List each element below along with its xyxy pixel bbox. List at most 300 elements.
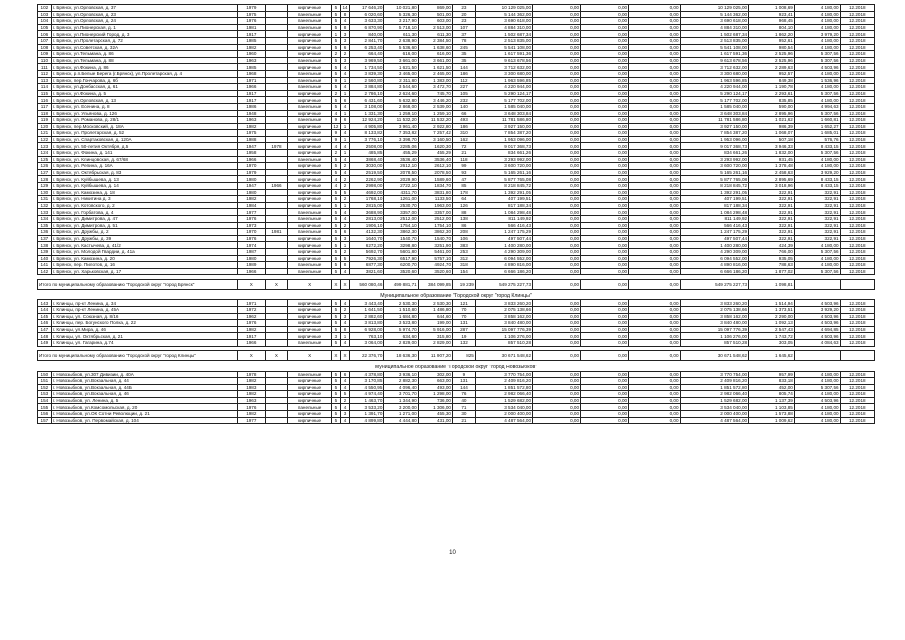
- table-cell: 1 306,00: [418, 404, 452, 411]
- table-cell: 493: [453, 117, 476, 124]
- table-cell: 2 922,80: [418, 123, 452, 130]
- table-cell: 5: [331, 5, 340, 12]
- table-cell: 1 877,02: [749, 268, 795, 275]
- table-cell: 6 020,60: [350, 11, 384, 18]
- table-cell: 2: [340, 248, 349, 255]
- table-cell: 12.2018: [840, 70, 874, 77]
- table-cell: 137: [38, 235, 52, 242]
- table-cell: [265, 320, 288, 327]
- table-cell: 2 530,30: [418, 300, 452, 307]
- table-cell: 0,00: [629, 417, 680, 424]
- table-cell: 0,00: [533, 123, 581, 130]
- table-cell: 1 684,80: [384, 313, 418, 320]
- table-cell: [265, 371, 288, 378]
- table-cell: 186: [453, 123, 476, 130]
- table-cell: 3 534 040,00: [680, 404, 749, 411]
- table-cell: 1 617 591,36: [680, 51, 749, 58]
- table-cell: 811 149,92: [680, 216, 749, 223]
- table-cell: 5 144 362,00: [680, 11, 749, 18]
- table-row: [38, 156, 875, 163]
- section-heading-text: Муниципальное образование "Городской округ "город Клинцы": [380, 293, 532, 299]
- table-cell: 1 510,80: [384, 306, 418, 313]
- table-cell: 4: [340, 18, 349, 25]
- table-cell: 5757,10: [418, 255, 452, 262]
- table-cell: 2: [331, 51, 340, 58]
- table-cell: 1 259,10: [384, 110, 418, 117]
- table-cell: 122: [38, 136, 52, 143]
- section-heading-text: Муниципальное образование "Городской округ "город Новозыбков": [374, 364, 538, 370]
- table-cell: 1917: [238, 90, 265, 97]
- table-cell: 3 946,33: [749, 143, 795, 150]
- table-cell: панельные: [288, 70, 331, 77]
- table-cell: 1 383,00: [418, 77, 452, 84]
- table-cell: г. Брянск, ул. Пролетарская, д. 52: [51, 130, 237, 137]
- table-cell: 6 253,40: [350, 44, 384, 51]
- table-cell: 154: [453, 268, 476, 275]
- table-cell: 199,00: [418, 320, 452, 327]
- table-row: [38, 378, 875, 385]
- table-cell: 0,00: [581, 183, 629, 190]
- table-cell: 3030,00: [350, 163, 384, 170]
- table-cell: 3 170,85: [350, 378, 384, 385]
- table-cell: 2 829,00: [384, 339, 418, 346]
- table-cell: 123: [38, 143, 52, 150]
- table-cell: 1 084 298,48: [680, 209, 749, 216]
- table-cell: 6 431,60: [350, 97, 384, 104]
- table-cell: 0,00: [581, 339, 629, 346]
- table-cell: 6: [340, 97, 349, 104]
- table-cell: г. Брянск, ул.Фокина, д. 5: [51, 90, 237, 97]
- table-cell: 4 180,00: [794, 411, 840, 418]
- table-cell: кирпичные: [288, 333, 331, 340]
- table-cell: 3 633,30: [350, 18, 384, 25]
- table-cell: 0,00: [533, 24, 581, 31]
- table-cell: 0,00: [629, 150, 680, 157]
- table-cell: [265, 242, 288, 249]
- table-cell: 0,00: [581, 123, 629, 130]
- table-cell: 0,00: [581, 397, 629, 404]
- table-cell: 12.2018: [840, 169, 874, 176]
- table-cell: 162: [453, 136, 476, 143]
- table-cell: 9 613 678,56: [680, 57, 749, 64]
- table-cell: 0,00: [629, 202, 680, 209]
- table-cell: 144: [453, 384, 476, 391]
- table-cell: г. Брянск, ул. Камозина, д. 20: [51, 255, 237, 262]
- table-cell: 3 927 150,00: [680, 123, 749, 130]
- table-cell: 5: [331, 189, 340, 196]
- table-cell: 1: [340, 123, 349, 130]
- table-row: [38, 183, 875, 190]
- table-cell: 4 180,00: [794, 11, 840, 18]
- table-cell: 322,91: [794, 209, 840, 216]
- table-cell: 1976: [238, 404, 265, 411]
- total-cell: X: [265, 351, 288, 361]
- table-cell: г. Брянск, ул.Орловская, д. 37: [51, 5, 237, 12]
- table-cell: 71: [453, 404, 476, 411]
- table-cell: 590,00: [749, 103, 795, 110]
- table-cell: 2: [340, 397, 349, 404]
- table-cell: 0,00: [629, 130, 680, 137]
- table-cell: 6517,90: [384, 255, 418, 262]
- total-cell: X: [340, 279, 349, 289]
- table-cell: 3: [340, 31, 349, 38]
- table-cell: 5: [331, 255, 340, 262]
- table-cell: 322,91: [794, 189, 840, 196]
- table-cell: 3 839,30: [350, 70, 384, 77]
- table-cell: г. Брянск, ул. Есенина, д. 8: [51, 103, 237, 110]
- table-cell: 12.2018: [840, 196, 874, 203]
- table-cell: 1 514,94: [749, 300, 795, 307]
- table-cell: [265, 209, 288, 216]
- table-cell: 1982: [238, 123, 265, 130]
- table-cell: 1 400 280,00: [680, 242, 749, 249]
- table-cell: 5: [340, 255, 349, 262]
- table-cell: 3 712 632,00: [475, 64, 532, 71]
- table-row: [38, 136, 875, 143]
- table-cell: 1 963 596,85: [680, 77, 749, 84]
- table-cell: 4 994,63: [794, 103, 840, 110]
- table-cell: 322,91: [794, 196, 840, 203]
- table-cell: [265, 333, 288, 340]
- table-cell: 2 311,80: [384, 77, 418, 84]
- table-cell: 4: [331, 183, 340, 190]
- table-row: [38, 300, 875, 307]
- table-cell: 0,00: [581, 11, 629, 18]
- table-cell: 2: [331, 90, 340, 97]
- table-cell: 8 433,15: [794, 143, 840, 150]
- table-row: [38, 11, 875, 18]
- table-cell: 4 503,96: [794, 64, 840, 71]
- table-cell: 0,00: [629, 37, 680, 44]
- table-cell: 1982: [238, 196, 265, 203]
- table-cell: 4: [340, 404, 349, 411]
- table-cell: 8: [340, 326, 349, 333]
- table-cell: 1989: [238, 262, 265, 269]
- table-cell: 2 465,00: [418, 70, 452, 77]
- table-cell: 0,00: [629, 397, 680, 404]
- table-cell: 0,00: [629, 64, 680, 71]
- table-cell: 3 770 754,00: [475, 371, 532, 378]
- table-cell: 5: [331, 262, 340, 269]
- table-cell: 5 877 765,08: [475, 176, 532, 183]
- table-cell: 6: [340, 371, 349, 378]
- table-cell: 1261,00: [384, 196, 418, 203]
- table-cell: 663,00: [418, 378, 452, 385]
- table-cell: 811 149,92: [475, 216, 532, 223]
- table-cell: [265, 37, 288, 44]
- table-cell: 3 300 680,00: [680, 70, 749, 77]
- table-cell: 2: [340, 306, 349, 313]
- table-cell: 1966: [265, 183, 288, 190]
- table-cell: 21: [453, 417, 476, 424]
- table-cell: 817 188,34: [475, 202, 532, 209]
- table-cell: 1984: [238, 202, 265, 209]
- table-cell: 1620,30: [418, 143, 452, 150]
- table-cell: [265, 84, 288, 91]
- table-cell: 0,00: [533, 222, 581, 229]
- table-cell: 0,00: [533, 97, 581, 104]
- table-cell: 1978: [265, 143, 288, 150]
- total-row: [38, 279, 875, 289]
- table-cell: 12.2018: [840, 371, 874, 378]
- table-cell: 1983: [238, 384, 265, 391]
- table-cell: 5: [331, 103, 340, 110]
- table-cell: 4: [340, 169, 349, 176]
- table-cell: 8 433,15: [794, 176, 840, 183]
- table-cell: 5: [331, 339, 340, 346]
- table-cell: 3 776,10: [350, 136, 384, 143]
- table-cell: 5: [340, 189, 349, 196]
- table-cell: 322,91: [749, 202, 795, 209]
- table-cell: 0,00: [533, 391, 581, 398]
- table-cell: 1: [340, 242, 349, 249]
- table-cell: 5 307,56: [794, 384, 840, 391]
- table-cell: 0,00: [533, 189, 581, 196]
- table-cell: 2612,10: [384, 163, 418, 170]
- table-cell: 0,00: [533, 5, 581, 12]
- table-cell: 2 539,00: [418, 103, 452, 110]
- table-cell: 109: [38, 51, 52, 58]
- table-cell: 0,00: [533, 196, 581, 203]
- table-cell: 566 416,43: [680, 222, 749, 229]
- table-cell: 322,91: [749, 222, 795, 229]
- table-row: [38, 209, 875, 216]
- table-cell: 5 974,70: [384, 326, 418, 333]
- table-cell: [265, 313, 288, 320]
- table-cell: 1976: [238, 320, 265, 327]
- table-cell: 4 444,80: [384, 417, 418, 424]
- table-row: [38, 169, 875, 176]
- table-cell: 66: [453, 110, 476, 117]
- table-cell: 140: [453, 103, 476, 110]
- table-row: [38, 417, 875, 424]
- table-cell: 116: [38, 97, 52, 104]
- table-cell: 0,00: [533, 229, 581, 236]
- table-cell: 132: [453, 339, 476, 346]
- table-cell: 2262,90: [350, 176, 384, 183]
- table-cell: 1978: [238, 371, 265, 378]
- table-cell: 12.2018: [840, 103, 874, 110]
- table-cell: [265, 235, 288, 242]
- table-cell: кирпичные: [288, 130, 331, 137]
- table-cell: [265, 384, 288, 391]
- table-cell: 0,00: [581, 110, 629, 117]
- table-cell: 12.2018: [840, 143, 874, 150]
- table-cell: кирпичные: [288, 37, 331, 44]
- table-cell: 121: [453, 300, 476, 307]
- table-cell: 0,00: [629, 136, 680, 143]
- table-cell: 2 525,96: [749, 51, 795, 58]
- table-cell: 12.2018: [840, 123, 874, 130]
- table-cell: 12: [331, 123, 340, 130]
- table-cell: 616,00: [384, 51, 418, 58]
- table-cell: 208: [453, 229, 476, 236]
- table-cell: 5: [331, 397, 340, 404]
- table-cell: 0,00: [533, 163, 581, 170]
- table-row: [38, 90, 875, 97]
- table-cell: 150: [38, 371, 52, 378]
- table-cell: [265, 216, 288, 223]
- table-cell: 1971: [238, 77, 265, 84]
- table-cell: 2512,00: [418, 216, 452, 223]
- table-cell: 5 632,80: [384, 97, 418, 104]
- table-cell: 3 929,20: [794, 306, 840, 313]
- table-cell: 0,00: [581, 176, 629, 183]
- table-cell: 3 979,20: [794, 31, 840, 38]
- table-cell: 12.2018: [840, 268, 874, 275]
- table-cell: 664,40: [350, 51, 384, 58]
- table-cell: [265, 57, 288, 64]
- table-cell: 0,00: [533, 169, 581, 176]
- table-cell: г. Брянск, ул. 50-летия Октября, д.5: [51, 143, 237, 150]
- total-cell: X: [288, 351, 331, 361]
- table-cell: 0,00: [533, 130, 581, 137]
- table-cell: 1963: [238, 397, 265, 404]
- table-cell: 1540,70: [418, 235, 452, 242]
- table-cell: 3 600 720,00: [475, 163, 532, 170]
- table-cell: 566 416,43: [475, 222, 532, 229]
- table-cell: 5692,70: [350, 248, 384, 255]
- table-cell: 0,00: [533, 235, 581, 242]
- table-cell: 1982: [238, 411, 265, 418]
- table-cell: 1982: [238, 326, 265, 333]
- table-cell: 12.2018: [840, 11, 874, 18]
- table-cell: 3: [340, 313, 349, 320]
- table-cell: 0,00: [581, 37, 629, 44]
- table-cell: 12.2018: [840, 242, 874, 249]
- table-cell: 108: [38, 44, 52, 51]
- table-cell: 0,00: [581, 313, 629, 320]
- table-row: [38, 384, 875, 391]
- table-cell: [265, 169, 288, 176]
- table-cell: кирпичные: [288, 51, 331, 58]
- total-cell: 0,00: [581, 351, 629, 361]
- table-cell: г. Брянск, ул. Романова, д. 28/1: [51, 117, 237, 124]
- table-cell: 8 218 845,72: [680, 183, 749, 190]
- table-cell: 0,00: [533, 90, 581, 97]
- table-row: [38, 51, 875, 58]
- table-cell: 5 307,56: [794, 57, 840, 64]
- table-cell: 0,00: [533, 51, 581, 58]
- table-cell: 1 585 040,00: [475, 103, 532, 110]
- table-cell: 2 638,90: [384, 37, 418, 44]
- table-cell: 0,00: [581, 209, 629, 216]
- total-cell: [794, 279, 840, 289]
- table-cell: кирпичные: [288, 242, 331, 249]
- table-cell: 186: [453, 70, 476, 77]
- table-cell: 4 890 816,00: [680, 262, 749, 269]
- table-cell: 12.2018: [840, 313, 874, 320]
- table-cell: 5: [331, 64, 340, 71]
- table-cell: [265, 268, 288, 275]
- table-cell: панельные: [288, 77, 331, 84]
- table-cell: 0,00: [533, 333, 581, 340]
- table-cell: 6: [340, 229, 349, 236]
- table-cell: 0,00: [629, 242, 680, 249]
- total-cell: Итого по муниципальному образованию "Городской округ "город Клинцы": [38, 351, 238, 361]
- table-cell: панельные: [288, 103, 331, 110]
- table-cell: 4: [340, 268, 349, 275]
- table-cell: 2512,00: [384, 216, 418, 223]
- table-cell: 424,39: [749, 242, 795, 249]
- table-cell: г. Брянск, ул. Молодой Гвардии, д. 41а: [51, 248, 237, 255]
- table-cell: 0,00: [533, 64, 581, 71]
- table-cell: 493,00: [418, 384, 452, 391]
- table-cell: 1966: [238, 339, 265, 346]
- table-cell: 1980: [238, 176, 265, 183]
- table-cell: 1 685,01: [794, 130, 840, 137]
- table-cell: г. Брянск, ул. Ульянова, д. 126: [51, 110, 237, 117]
- total-cell: 22 376,70: [350, 351, 384, 361]
- table-cell: 0,00: [629, 320, 680, 327]
- table-cell: 78: [453, 37, 476, 44]
- table-cell: г. Брянск, пер.Гончарова, д. 6б: [51, 77, 237, 84]
- table-cell: 3 465,00: [384, 70, 418, 77]
- table-cell: 4: [340, 320, 349, 327]
- table-cell: 0,00: [629, 391, 680, 398]
- table-cell: 5: [331, 313, 340, 320]
- table-cell: 12.2018: [840, 77, 874, 84]
- table-cell: 2 075 138,66: [680, 306, 749, 313]
- table-cell: 1 392 291,05: [475, 189, 532, 196]
- table-cell: 0,00: [533, 44, 581, 51]
- table-cell: 135: [38, 222, 52, 229]
- table-cell: 634,60: [384, 333, 418, 340]
- table-cell: 1 502 687,34: [680, 31, 749, 38]
- table-cell: 12.2018: [840, 209, 874, 216]
- table-cell: 303,05: [749, 339, 795, 346]
- table-cell: 5 165 261,16: [680, 169, 749, 176]
- table-cell: 3 969,50: [350, 57, 384, 64]
- table-cell: [265, 18, 288, 25]
- table-cell: 4 180,00: [794, 391, 840, 398]
- table-cell: кирпичные: [288, 300, 331, 307]
- table-cell: кирпичные: [288, 196, 331, 203]
- table-cell: 1958: [238, 150, 265, 157]
- table-cell: 1 832,00: [749, 150, 795, 157]
- table-cell: 0,00: [581, 384, 629, 391]
- table-cell: 0,00: [629, 300, 680, 307]
- total-cell: 19 239: [453, 279, 476, 289]
- table-cell: 322,91: [794, 216, 840, 223]
- table-cell: кирпичные: [288, 150, 331, 157]
- table-cell: 107: [453, 24, 476, 31]
- table-cell: 0,00: [533, 77, 581, 84]
- table-cell: [265, 255, 288, 262]
- table-cell: 131: [38, 196, 52, 203]
- table-cell: кирпичные: [288, 326, 331, 333]
- table-cell: 318: [453, 262, 476, 269]
- table-cell: 0,00: [581, 202, 629, 209]
- table-cell: 4132,30: [350, 229, 384, 236]
- table-cell: 0,00: [533, 378, 581, 385]
- table-cell: 127: [38, 169, 52, 176]
- table-cell: 0,00: [533, 371, 581, 378]
- table-cell: 322,91: [794, 202, 840, 209]
- table-cell: 4 290 309,00: [680, 248, 749, 255]
- table-row: [38, 320, 875, 327]
- table-cell: 35: [453, 51, 476, 58]
- table-cell: 105: [38, 24, 52, 31]
- table-cell: 232: [453, 97, 476, 104]
- total-cell: X: [331, 351, 340, 361]
- table-cell: 2 293,61: [749, 90, 795, 97]
- register-table: [37, 4, 875, 424]
- table-cell: 0,00: [533, 242, 581, 249]
- table-cell: 4 503,96: [794, 300, 840, 307]
- table-cell: 322,91: [749, 196, 795, 203]
- table-cell: г. Брянск, ул. Репина, д. 16А: [51, 163, 237, 170]
